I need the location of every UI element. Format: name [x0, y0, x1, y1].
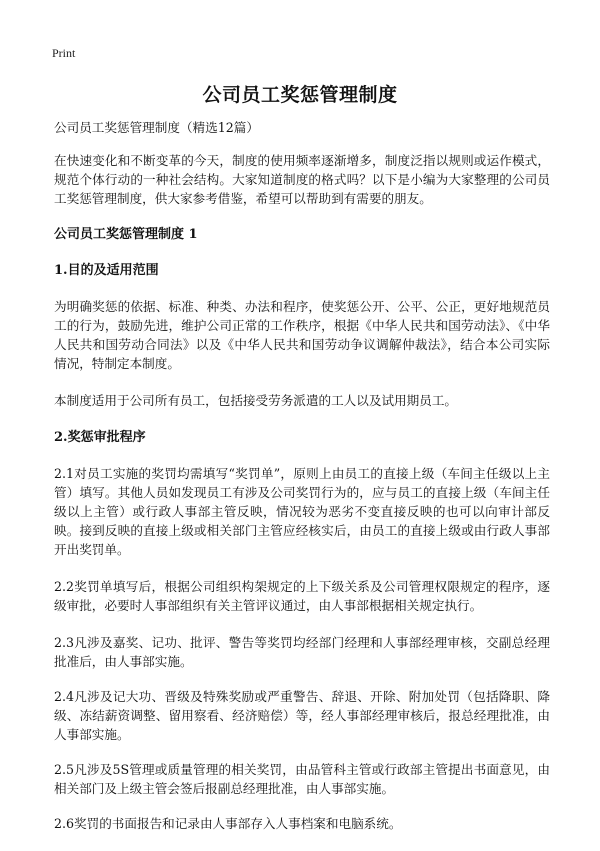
document-body [54, 118, 550, 851]
paragraph-2-1: 2.1对员工实施的奖罚均需填写“奖罚单”，原则上由员工的直接上级（车间主任级以上主管）填写。其他人员如发现员工有涉及公司奖罚行为的，应与员工的直接上级（车间主任级以上主管）或行政人事部主管反映，情况较为恶劣不变直接反映的也可以向审计部反映。接到反映的直接上级或相关部门主管应经核实后，由员工的直接上级或由行政人事部开出奖罚单。 [54, 466, 550, 557]
paragraph-2-4: 2.4凡涉及记大功、晋级及特殊奖励或严重警告、辞退、开除、附加处罚（包括降职、降级、冻结薪资调整、留用察看、经济赔偿）等，经人事部经理审核后，报总经理批准，由人事部实施。 [54, 689, 550, 742]
paragraph-scope: 本制度适用于公司所有员工，包括接受劳务派遣的工人以及试用期员工。 [54, 393, 457, 408]
paragraph-2-3: 2.3凡涉及嘉奖、记功、批评、警告等奖罚均经部门经理和人事部经理审核，交副总经理批准后，由人事部实施。 [54, 635, 550, 669]
document-subtitle: 公司员工奖惩管理制度（精选12篇） [54, 120, 259, 135]
intro-paragraph: 在快速变化和不断变革的今天，制度的使用频率逐渐增多，制度泛指以规则或运作模式，规范个体行动的一种社会结构。大家知道制度的格式吗？以下是小编为大家整理的公司员工奖惩管理制度，供大家参考借鉴，希望可以帮助到有需要的朋友。 [54, 153, 550, 206]
paragraph-purpose: 为明确奖惩的依据、标准、种类、办法和程序，使奖惩公开、公平、公正，更好地规范员工的行为，鼓励先进，维护公司正常的工作秩序，根据《中华人民共和国劳动法》、《中华人民共和国劳动合同法》以及《中华人民共和国劳动争议调解仲裁法》，结合本公司实际情况，特制定本制度。 [54, 299, 550, 371]
paragraph-2-2: 2.2奖罚单填写后，根据公司组织构架规定的上下级关系及公司管理权限规定的程序，逐级审批，必要时人事部组织有关主管评议通过，由人事部根据相关规定执行。 [54, 579, 550, 613]
heading-purpose-scope: 1.目的及适用范围 [54, 263, 159, 278]
paragraph-2-6: 2.6奖罚的书面报告和记录由人事部存入人事档案和电脑系统。 [54, 816, 402, 831]
section-heading: 公司员工奖惩管理制度 1 [54, 227, 198, 242]
print-link[interactable]: Print [52, 46, 76, 60]
page-title: 公司员工奖惩管理制度 [202, 84, 398, 106]
paragraph-2-5: 2.5凡涉及5S管理或质量管理的相关奖罚，由品管科主管或行政部主管提出书面意见，由相关部门及上级主管会签后报副总经理批准，由人事部实施。 [54, 762, 550, 796]
heading-approval-procedure: 2.奖惩审批程序 [54, 430, 146, 445]
